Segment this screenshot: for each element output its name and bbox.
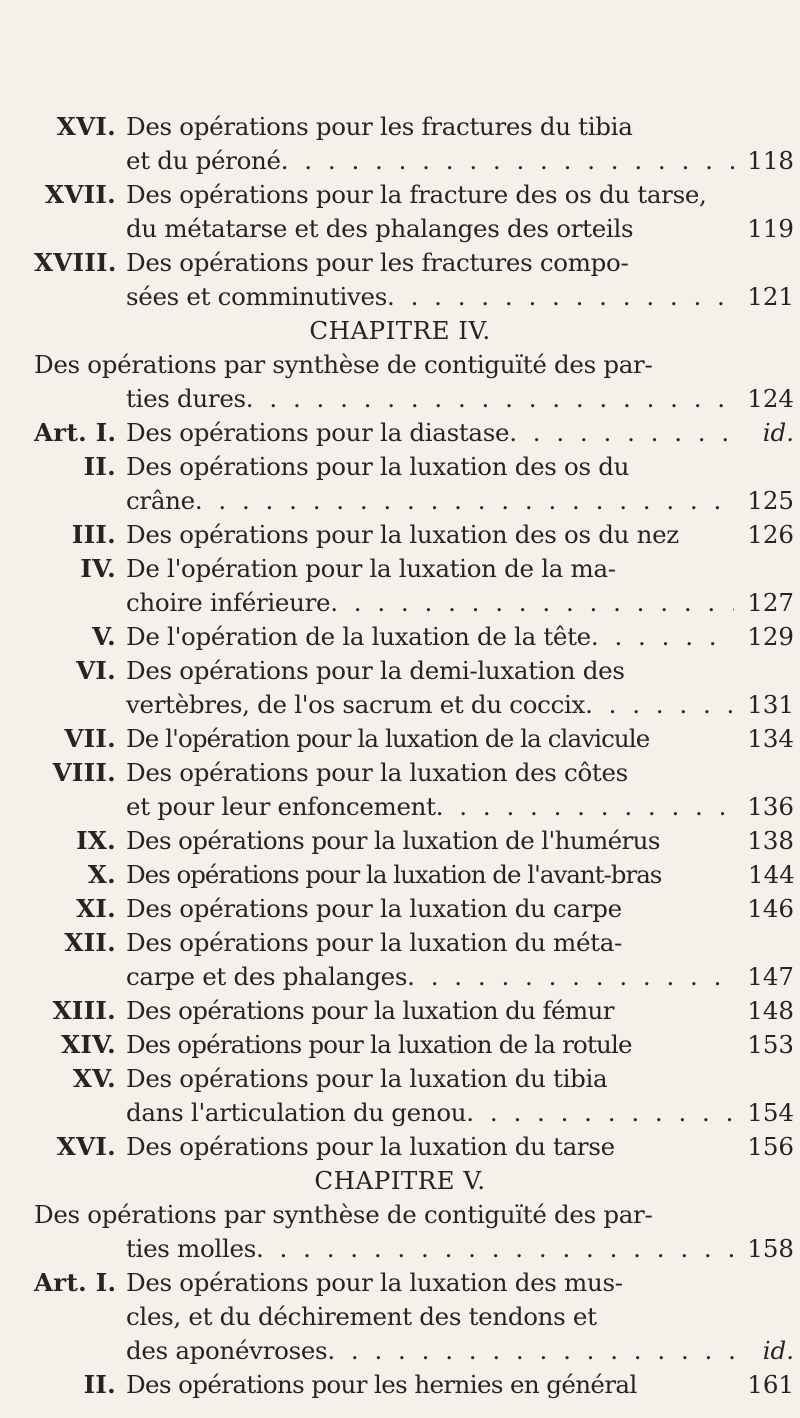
toc-entry-cont bbox=[126, 484, 794, 518]
toc-entry bbox=[34, 1028, 794, 1062]
page-number: 156 bbox=[747, 1132, 794, 1161]
entry-number: XIV. bbox=[61, 1030, 116, 1059]
chapter-intro bbox=[34, 348, 794, 382]
dot-leader bbox=[327, 1334, 734, 1368]
toc-entry bbox=[34, 246, 794, 280]
toc-entry bbox=[34, 110, 794, 144]
chapter-intro-text: Des opérations par synthèse de contiguïté des par- bbox=[34, 1200, 653, 1229]
toc-entry bbox=[34, 756, 794, 790]
toc-entry bbox=[34, 1130, 794, 1164]
entry-title: Des opérations pour les fractures compo- bbox=[126, 248, 629, 277]
toc-entry bbox=[34, 926, 794, 960]
toc-entry bbox=[34, 1062, 794, 1096]
entry-number: XII. bbox=[64, 928, 116, 957]
chapter-intro-text-cont: ties molles bbox=[126, 1234, 256, 1263]
page-number: 146 bbox=[747, 894, 794, 923]
page-number: 131 bbox=[747, 690, 794, 719]
toc-entry-cont bbox=[126, 144, 794, 178]
chapter-heading: CHAPITRE V. bbox=[314, 1166, 486, 1195]
entry-number: X. bbox=[87, 860, 116, 889]
entry-title: Des opérations pour les fractures du tibia bbox=[126, 112, 633, 141]
page-number: 161 bbox=[747, 1370, 794, 1399]
page-number: 136 bbox=[747, 792, 794, 821]
toc-entry bbox=[34, 654, 794, 688]
chapter-intro-cont bbox=[126, 1232, 794, 1266]
dot-leader bbox=[591, 620, 734, 654]
toc-entry bbox=[34, 1266, 794, 1300]
entry-number: II. bbox=[83, 1370, 116, 1399]
entry-title: Des opérations pour la luxation de l'avant-bras bbox=[126, 860, 662, 889]
dot-leader bbox=[436, 790, 734, 824]
chapter-intro-text: Des opérations par synthèse de contiguïté des par- bbox=[34, 350, 653, 379]
entry-title: Des opérations pour les hernies en général bbox=[126, 1370, 637, 1399]
entry-number: VIII. bbox=[52, 758, 116, 787]
entry-number: XIII. bbox=[52, 996, 116, 1025]
entry-title: Des opérations pour la luxation du carpe bbox=[126, 894, 622, 923]
entry-title: De l'opération pour la luxation de la ma- bbox=[126, 554, 616, 583]
page-number: 154 bbox=[747, 1098, 794, 1127]
entry-number: II. bbox=[83, 452, 116, 481]
entry-number: XVII. bbox=[45, 180, 116, 209]
entry-title-cont: et du péroné bbox=[126, 146, 281, 175]
entry-title: Des opérations pour la luxation des os du bbox=[126, 452, 630, 481]
page-number: 129 bbox=[747, 622, 794, 651]
entry-title-cont: dans l'articulation du genou bbox=[126, 1098, 467, 1127]
page-number: 138 bbox=[747, 826, 794, 855]
toc-entry bbox=[34, 824, 794, 858]
page-number: 158 bbox=[747, 1234, 794, 1263]
toc-entry bbox=[34, 552, 794, 586]
entry-number: XVIII. bbox=[34, 248, 117, 277]
entry-title: Des opérations pour la luxation du méta- bbox=[126, 928, 623, 957]
entry-title: Des opérations pour la luxation de la rotule bbox=[126, 1030, 632, 1059]
entry-number: VII. bbox=[64, 724, 116, 753]
entry-number: Art. I. bbox=[34, 1268, 117, 1297]
dot-leader bbox=[256, 1232, 734, 1266]
entry-number: XI. bbox=[76, 894, 116, 923]
page-number: id. bbox=[762, 1336, 794, 1365]
toc-entry-cont bbox=[126, 790, 794, 824]
chapter-intro-text-cont: ties dures bbox=[126, 384, 246, 413]
toc-entry-cont bbox=[126, 1300, 794, 1334]
page-number: 148 bbox=[747, 996, 794, 1025]
entry-title: Des opérations pour la luxation du tarse bbox=[126, 1132, 615, 1161]
dot-leader bbox=[330, 586, 734, 620]
entry-number: XVI. bbox=[56, 112, 116, 141]
entry-number: V. bbox=[92, 622, 116, 651]
toc-entry bbox=[34, 722, 794, 756]
toc-entry bbox=[34, 450, 794, 484]
toc-entry-cont bbox=[126, 212, 794, 246]
entry-number: XV. bbox=[72, 1064, 116, 1093]
dot-leader bbox=[195, 484, 734, 518]
toc-entry-cont bbox=[126, 960, 794, 994]
page-number: 119 bbox=[747, 214, 794, 243]
entry-title-cont: crâne bbox=[126, 486, 195, 515]
page-number: 118 bbox=[747, 146, 794, 175]
entry-title: Des opérations pour la luxation des côtes bbox=[126, 758, 628, 787]
toc-entry bbox=[34, 178, 794, 212]
entry-title-cont: carpe et des phalanges bbox=[126, 962, 408, 991]
entry-title: Des opérations pour la luxation du fémur bbox=[126, 996, 614, 1025]
page-number: 127 bbox=[747, 588, 794, 617]
toc-entry bbox=[34, 994, 794, 1028]
toc-entry bbox=[34, 518, 794, 552]
toc-entry-cont bbox=[126, 280, 794, 314]
entry-number: XVI. bbox=[56, 1132, 116, 1161]
chapter-heading: CHAPITRE IV. bbox=[309, 316, 491, 345]
toc-entry bbox=[34, 620, 794, 654]
entry-number: VI. bbox=[76, 656, 116, 685]
dot-leader bbox=[407, 960, 734, 994]
dot-leader bbox=[466, 1096, 734, 1130]
entry-title-cont: choire inférieure bbox=[126, 588, 331, 617]
entry-title-cont: cles, et du déchirement des tendons et bbox=[126, 1302, 597, 1331]
page-number: 125 bbox=[747, 486, 794, 515]
dot-leader bbox=[281, 144, 734, 178]
page-number: 153 bbox=[747, 1030, 794, 1059]
page-number: 144 bbox=[748, 860, 795, 889]
dot-leader bbox=[246, 382, 734, 416]
entry-title: Des opérations pour la luxation des mus- bbox=[126, 1268, 623, 1297]
toc-entry-cont bbox=[126, 688, 794, 722]
entry-number: III. bbox=[71, 520, 116, 549]
entry-title: Des opérations pour la diastase bbox=[126, 418, 510, 447]
entry-number: IX. bbox=[76, 826, 116, 855]
entry-title-cont: sées et comminutives bbox=[126, 282, 387, 311]
dot-leader bbox=[387, 280, 734, 314]
page-number: 134 bbox=[747, 724, 794, 753]
entry-number: IV. bbox=[80, 554, 116, 583]
toc-entry-cont bbox=[126, 1096, 794, 1130]
toc-entry-cont bbox=[126, 586, 794, 620]
entry-title: Des opérations pour la luxation de l'humérus bbox=[126, 826, 660, 855]
toc-entry bbox=[34, 892, 794, 926]
page-number: 126 bbox=[747, 520, 794, 549]
page-number: 147 bbox=[747, 962, 794, 991]
page-number: 124 bbox=[747, 384, 794, 413]
entry-title: Des opérations pour la luxation des os du nez bbox=[126, 520, 679, 549]
entry-title: Des opérations pour la demi-luxation des bbox=[126, 656, 625, 685]
entry-title-cont: du métatarse et des phalanges des orteils bbox=[126, 214, 634, 243]
entry-title: Des opérations pour la luxation du tibia bbox=[126, 1064, 608, 1093]
toc-entry bbox=[34, 1368, 794, 1402]
entry-title-cont: vertèbres, de l'os sacrum et du coccix bbox=[126, 690, 586, 719]
entry-number: Art. I. bbox=[34, 418, 117, 447]
chapter-intro bbox=[34, 1198, 794, 1232]
page-number: id. bbox=[762, 418, 794, 447]
entry-title: De l'opération de la luxation de la tête bbox=[126, 622, 591, 651]
dot-leader bbox=[509, 416, 734, 450]
toc-entry bbox=[34, 416, 794, 450]
entry-title: Des opérations pour la fracture des os du tarse, bbox=[126, 180, 707, 209]
dot-leader bbox=[585, 688, 734, 722]
entry-title-cont: et pour leur enfoncement bbox=[126, 792, 436, 821]
entry-title-cont: des aponévroses bbox=[126, 1336, 328, 1365]
toc-entry bbox=[34, 858, 794, 892]
entry-title: De l'opération pour la luxation de la clavicule bbox=[126, 724, 650, 753]
page-number: 121 bbox=[747, 282, 794, 311]
chapter-intro-cont bbox=[126, 382, 794, 416]
toc-entry-cont bbox=[126, 1334, 794, 1368]
